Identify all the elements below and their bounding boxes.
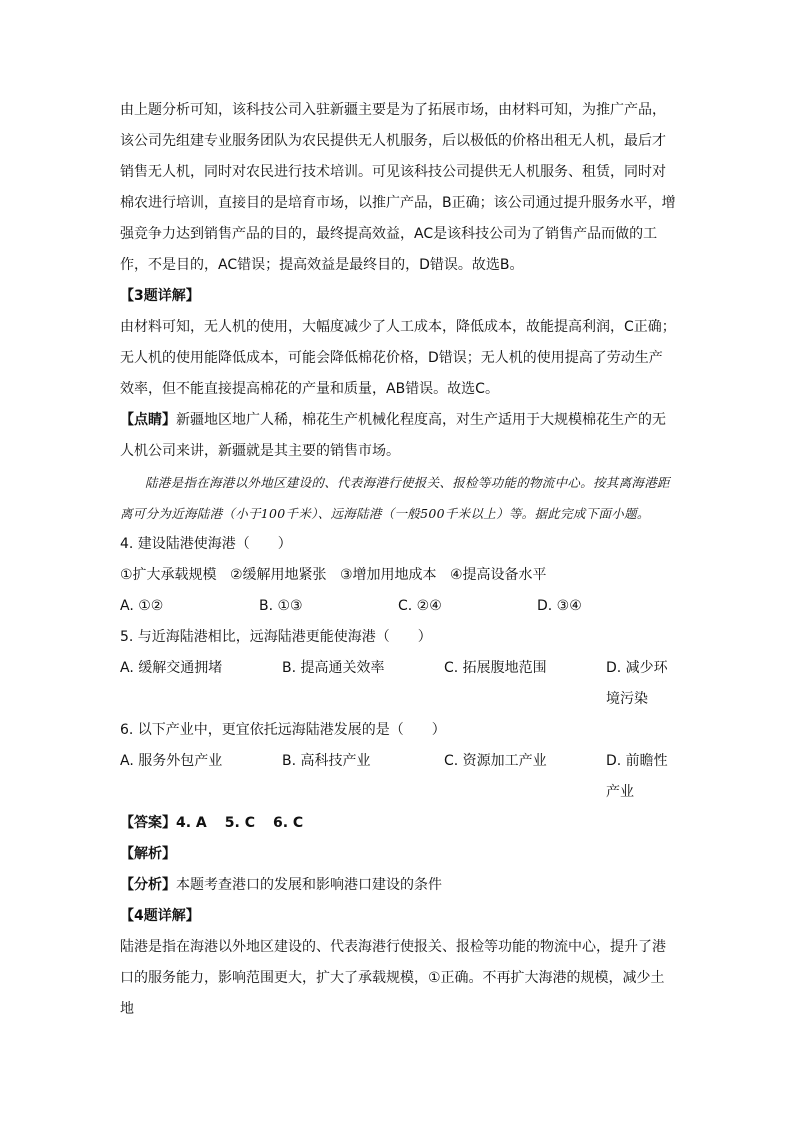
analysis-paragraph-q3: 由材料可知，无人机的使用，大幅度减少了人工成本，降低成本，故能提高利润，C正确；无人机的使用能降低成本，可能会降低棉花价格，D错误；无人机的使用提高了劳动生产效率，但不能直接提高棉花的产量和质量，AB错误。故选C。: [120, 319, 676, 397]
q4-option-c: C. ②④: [398, 598, 442, 614]
tip-text: 新疆地区地广人稀，棉花生产机械化程度高，对生产适用于大规模棉花生产的无人机公司来讲，新疆就是其主要的销售市场。: [120, 412, 666, 459]
answer-line: [120, 808, 676, 839]
question-5-options: [120, 653, 676, 715]
q6-option-a: A. 服务外包产业: [120, 753, 223, 769]
q4-item-2: ②缓解用地紧张: [230, 567, 327, 583]
question-4-stem: 4. 建设陆港使海港（ ）: [120, 536, 292, 552]
tip-tag: 【点睛】: [120, 412, 176, 428]
document-page: [120, 95, 676, 1025]
question-5-stem: 5. 与近海陆港相比，远海陆港更能使海港（ ）: [120, 629, 432, 645]
q4-option-b: B. ①③: [259, 598, 303, 614]
fenxi-text: 本题考查港口的发展和影响港口建设的条件: [176, 877, 442, 893]
q4-option-a: A. ①②: [120, 598, 164, 614]
question-4-options: [120, 591, 676, 622]
q4-item-1: ①扩大承载规模: [120, 567, 217, 583]
fenxi-tag: 【分析】: [120, 877, 176, 893]
answer-q5: 5. C: [224, 815, 255, 831]
q5-option-b: B. 提高通关效率: [282, 660, 385, 676]
question-6-options: [120, 746, 676, 808]
tip-paragraph: [120, 405, 676, 467]
q6-option-c: C. 资源加工产业: [444, 753, 547, 769]
question-4-items: [120, 560, 676, 591]
q5-option-a: A. 缓解交通拥堵: [120, 660, 223, 676]
q4-item-3: ③增加用地成本: [340, 567, 437, 583]
answer-q4: 4. A: [176, 815, 207, 831]
analysis-heading: 【解析】: [120, 846, 176, 862]
answer-q6: 6. C: [273, 815, 304, 831]
heading-q4-detail: 【4题详解】: [120, 908, 200, 924]
q4-option-d: D. ③④: [537, 598, 582, 614]
question-6-stem: 6. 以下产业中，更宜依托远海陆港发展的是（ ）: [120, 722, 446, 738]
q5-option-c: C. 拓展腹地范围: [444, 660, 547, 676]
q4-item-4: ④提高设备水平: [450, 567, 547, 583]
q5-option-d: D. 减少环境污染: [606, 660, 668, 707]
q6-option-d: D. 前瞻性产业: [606, 753, 668, 800]
q6-option-b: B. 高科技产业: [282, 753, 371, 769]
fenxi-paragraph: [120, 870, 676, 901]
analysis-paragraph-q4: 陆港是指在海港以外地区建设的、代表海港行使报关、报检等功能的物流中心，提升了港口的服务能力，影响范围更大，扩大了承载规模，①正确。不再扩大海港的规模，减少土地: [120, 939, 666, 1017]
material-paragraph: 陆港是指在海港以外地区建设的、代表海港行使报关、报检等功能的物流中心。按其离海港距离可分为近海陆港（小于100千米）、远海陆港（一般500千米以上）等。据此完成下面小题。: [120, 475, 670, 521]
answer-tag: 【答案】: [120, 815, 176, 831]
analysis-paragraph-q2: 由上题分析可知，该科技公司入驻新疆主要是为了拓展市场，由材料可知，为推广产品，该公司先组建专业服务团队为农民提供无人机服务，后以极低的价格出租无人机，最后才销售无人机，同时对农民进行技术培训。可见该科技公司提供无人机服务、租赁，同时对棉农进行培训，直接目的是培育市场，以推广产品，B正确；该公司通过提升服务水平，增强竞争力达到销售产品的目的，最终提高效益，AC是该科技公司为了销售产品而做的工作，不是目的，AC错误；提高效益是最终目的，D错误。故选B。: [120, 102, 676, 273]
heading-q3-detail: 【3题详解】: [120, 288, 200, 304]
